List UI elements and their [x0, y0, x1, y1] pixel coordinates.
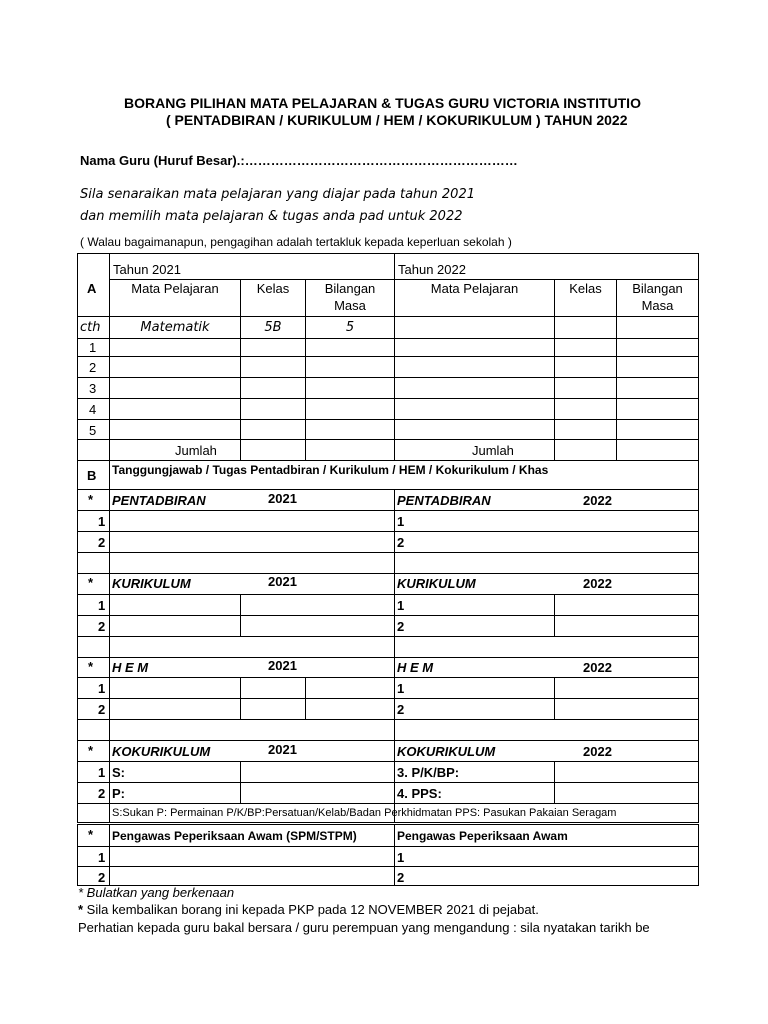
- col-subject-2022: Mata Pelajaran: [430, 281, 519, 296]
- instruction-note: ( Walau bagaimanapun, pengagihan adalah tertakluk kepada keperluan sekolah ): [80, 235, 512, 249]
- col-class-2021: Kelas: [256, 281, 290, 296]
- example-periods: 5: [345, 320, 355, 335]
- teacher-name-dots: ………………………………………………………: [244, 153, 518, 168]
- kurikulum-year-2022: 2022: [583, 576, 612, 591]
- kurikulum-title-2021: KURIKULUM: [112, 576, 191, 591]
- row-number: 5: [89, 423, 97, 438]
- block-star: *: [88, 575, 94, 590]
- col-class-2022: Kelas: [569, 281, 602, 296]
- kurikulum-year-2021: 2021: [268, 574, 297, 589]
- block-star: *: [88, 659, 94, 674]
- example-subject: Matematik: [140, 320, 210, 335]
- instruction-line-1: Sila senaraikan mata pelajaran yang diajar pada tahun 2021: [80, 187, 475, 202]
- kokurikulum-title-2021: KOKURIKULUM: [112, 744, 211, 759]
- pentadbiran-title-2022: PENTADBIRAN: [397, 493, 491, 508]
- block-star: *: [88, 743, 94, 758]
- row-number: 2: [98, 870, 106, 885]
- instruction-line-2: dan memilih mata pelajaran & tugas anda pad untuk 2022: [80, 209, 463, 224]
- block-star: *: [88, 827, 94, 842]
- row-number: 2: [98, 786, 106, 801]
- section-b-heading: Tanggungjawab / Tugas Pentadbiran / Kurikulum / HEM / Kokurikulum / Khas: [112, 463, 549, 477]
- game-field-label: P:: [112, 786, 125, 801]
- row-number: 1: [98, 598, 106, 613]
- row-number: 2: [397, 870, 405, 885]
- col-periods-2021-line1: Bilangan: [324, 281, 376, 296]
- year-2022-label: Tahun 2022: [398, 262, 466, 277]
- footer-note-attention: Perhatian kepada guru bakal bersara / guru perempuan yang mengandung : sila nyatakan tarikh be: [78, 920, 650, 935]
- example-label: cth: [80, 320, 101, 335]
- pps-field-label: 4. PPS:: [397, 786, 442, 801]
- footer-star: *: [78, 902, 84, 917]
- row-number: 1: [397, 850, 405, 865]
- section-a-marker: A: [87, 281, 97, 296]
- row-number: 2: [98, 702, 106, 717]
- row-number: 1: [397, 514, 405, 529]
- year-2021-label: Tahun 2021: [113, 262, 181, 277]
- kokurikulum-year-2021: 2021: [268, 742, 297, 757]
- row-number: 1: [89, 340, 97, 355]
- pentadbiran-title-2021: PENTADBIRAN: [112, 493, 206, 508]
- footer-return-text: Sila kembalikan borang ini kepada PKP pada 12 NOVEMBER 2021 di pejabat.: [83, 902, 539, 917]
- footer-note-circle: * Bulatkan yang berkenaan: [78, 885, 235, 900]
- form-title: BORANG PILIHAN MATA PELAJARAN & TUGAS GURU VICTORIA INSTITUTIO: [124, 95, 641, 111]
- kurikulum-title-2022: KURIKULUM: [397, 576, 476, 591]
- form-subtitle: ( PENTADBIRAN / KURIKULUM / HEM / KOKURIKULUM ) TAHUN 2022: [166, 112, 628, 128]
- hem-title-2021: H E M: [112, 660, 149, 675]
- row-number: 2: [89, 360, 97, 375]
- kokurikulum-year-2022: 2022: [583, 744, 612, 759]
- teacher-name-label: Nama Guru (Huruf Besar).:: [80, 153, 245, 168]
- pentadbiran-year-2021: 2021: [268, 491, 297, 506]
- total-2021: Jumlah: [175, 443, 217, 458]
- col-periods-2022-line2: Masa: [641, 298, 674, 313]
- row-number: 1: [397, 681, 405, 696]
- row-number: 3: [89, 381, 97, 396]
- row-number: 1: [98, 514, 106, 529]
- row-number: 1: [98, 681, 106, 696]
- sport-field-label: S:: [112, 765, 125, 780]
- total-2022: Jumlah: [472, 443, 514, 458]
- pentadbiran-year-2022: 2022: [583, 493, 612, 508]
- exam-supervisor-title-2021: Pengawas Peperiksaan Awam (SPM/STPM): [112, 829, 357, 843]
- row-number: 2: [397, 619, 405, 634]
- cocurricular-legend: S:Sukan P: Permainan P/K/BP:Persatuan/Kelab/Badan Perkhidmatan PPS: Pasukan Pakaian Seragam: [112, 807, 617, 819]
- exam-supervisor-title-2022: Pengawas Peperiksaan Awam: [397, 829, 568, 843]
- col-periods-2021-line2: Masa: [334, 298, 366, 313]
- row-number: 2: [397, 702, 405, 717]
- kokurikulum-title-2022: KOKURIKULUM: [397, 744, 496, 759]
- hem-title-2022: H E M: [397, 660, 434, 675]
- section-b-marker: B: [87, 468, 97, 483]
- col-subject-2021: Mata Pelajaran: [131, 281, 219, 296]
- pkbp-field-label: 3. P/K/BP:: [397, 765, 460, 780]
- row-number: 2: [98, 619, 106, 634]
- footer-note-return: [78, 902, 539, 917]
- row-number: 2: [98, 535, 106, 550]
- row-number: 4: [89, 402, 97, 417]
- row-number: 1: [98, 765, 106, 780]
- hem-year-2022: 2022: [583, 660, 612, 675]
- col-periods-2022-line1: Bilangan: [632, 281, 683, 296]
- example-class: 5B: [264, 320, 282, 335]
- block-star: *: [88, 492, 94, 507]
- hem-year-2021: 2021: [268, 658, 297, 673]
- row-number: 2: [397, 535, 405, 550]
- row-number: 1: [397, 598, 405, 613]
- row-number: 1: [98, 850, 106, 865]
